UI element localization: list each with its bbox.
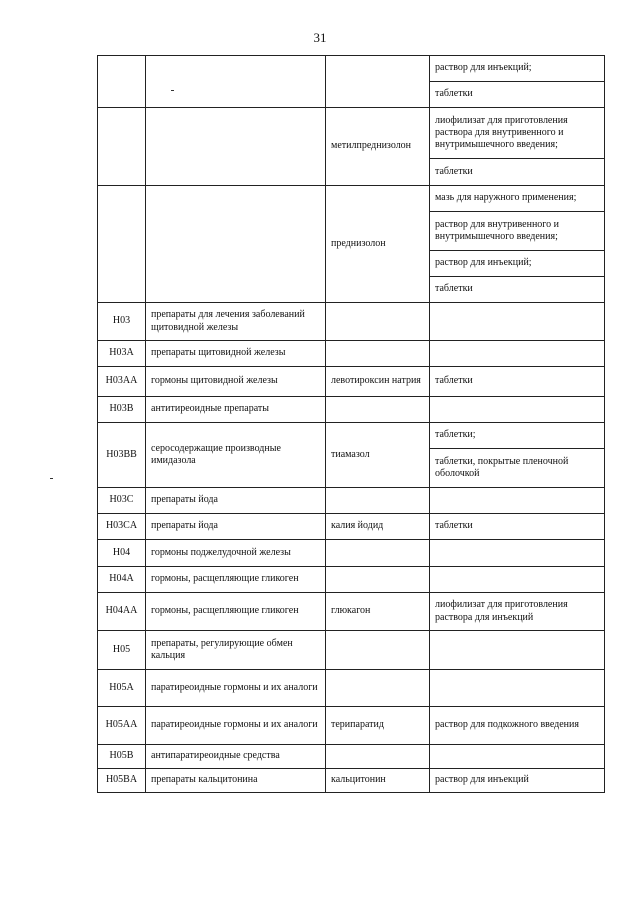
dosage-form-cell: раствор для инъекций;	[430, 251, 605, 277]
group-cell: гормоны щитовидной железы	[146, 367, 326, 397]
group-cell	[146, 186, 326, 303]
dosage-form-cell	[430, 341, 605, 367]
drug-name-cell	[326, 341, 430, 367]
drug-name-cell: метилпреднизолон	[326, 108, 430, 186]
atc-code-cell: H05BA	[98, 769, 146, 793]
table-row	[98, 341, 605, 367]
drug-name-cell	[326, 631, 430, 670]
table-row	[98, 745, 605, 769]
group-cell: антипаратиреоидные средства	[146, 745, 326, 769]
drug-name-cell	[326, 56, 430, 108]
atc-code-cell: H05B	[98, 745, 146, 769]
drug-name-cell: кальцитонин	[326, 769, 430, 793]
dosage-form-cell: раствор для инъекций;	[430, 56, 605, 82]
dosage-form-cell	[430, 303, 605, 341]
group-cell: препараты, регулирующие обмен кальция	[146, 631, 326, 670]
table-row	[98, 303, 605, 341]
drug-name-cell: тиамазол	[326, 423, 430, 488]
drug-name-cell	[326, 303, 430, 341]
drug-name-cell	[326, 488, 430, 514]
atc-code-cell: H03	[98, 303, 146, 341]
table-row	[98, 488, 605, 514]
drug-name-cell	[326, 567, 430, 593]
drug-name-cell: калия йодид	[326, 514, 430, 540]
group-cell: паратиреоидные гормоны и их аналоги	[146, 670, 326, 707]
dosage-form-cell: таблетки	[430, 82, 605, 108]
group-cell: серосодержащие производные имидазола	[146, 423, 326, 488]
page-number: 31	[313, 30, 327, 45]
dosage-form-cell: раствор для подкожного введения	[430, 707, 605, 745]
dosage-form-cell	[430, 670, 605, 707]
dosage-form-cell: таблетки	[430, 367, 605, 397]
table-row	[98, 631, 605, 670]
drug-name-cell: терипаратид	[326, 707, 430, 745]
group-cell: препараты щитовидной железы	[146, 341, 326, 367]
table-row	[98, 397, 605, 423]
atc-code-cell	[98, 108, 146, 186]
scan-mark	[50, 478, 53, 479]
atc-code-cell: H04AA	[98, 593, 146, 631]
table-row	[98, 514, 605, 540]
atc-code-cell: H03AA	[98, 367, 146, 397]
table-row	[98, 670, 605, 707]
atc-code-cell: H04	[98, 540, 146, 567]
group-cell: препараты йода	[146, 514, 326, 540]
drug-name-cell: глюкагон	[326, 593, 430, 631]
group-cell	[146, 56, 326, 108]
dosage-form-cell: таблетки	[430, 514, 605, 540]
atc-code-cell: H03CA	[98, 514, 146, 540]
dosage-form-cell: мазь для наружного применения;	[430, 186, 605, 212]
table-row	[98, 567, 605, 593]
dosage-form-cell: таблетки;	[430, 423, 605, 449]
group-cell: паратиреоидные гормоны и их аналоги	[146, 707, 326, 745]
dosage-form-cell: таблетки	[430, 159, 605, 186]
dosage-form-cell: раствор для внутривенного и внутримышечного введения;	[430, 212, 605, 251]
drug-name-cell	[326, 670, 430, 707]
dosage-form-cell: таблетки, покрытые пленочной оболочкой	[430, 449, 605, 488]
dosage-form-cell: раствор для инъекций	[430, 769, 605, 793]
table-row	[98, 108, 605, 159]
atc-code-cell	[98, 56, 146, 108]
table-row	[98, 367, 605, 397]
dosage-form-cell	[430, 488, 605, 514]
atc-code-cell: H03B	[98, 397, 146, 423]
atc-code-cell: H05	[98, 631, 146, 670]
table-row	[98, 186, 605, 212]
atc-code-cell: H03C	[98, 488, 146, 514]
atc-code-cell: H03BB	[98, 423, 146, 488]
drug-name-cell	[326, 540, 430, 567]
dosage-form-cell	[430, 745, 605, 769]
dosage-form-cell	[430, 567, 605, 593]
drug-name-cell: преднизолон	[326, 186, 430, 303]
dosage-form-cell	[430, 397, 605, 423]
table-row	[98, 423, 605, 449]
atc-code-cell: H05A	[98, 670, 146, 707]
dosage-form-cell	[430, 540, 605, 567]
atc-code-cell: H05AA	[98, 707, 146, 745]
group-cell: антитиреоидные препараты	[146, 397, 326, 423]
drug-name-cell	[326, 397, 430, 423]
dosage-form-cell: таблетки	[430, 277, 605, 303]
drug-name-cell	[326, 745, 430, 769]
atc-code-cell	[98, 186, 146, 303]
dosage-form-cell	[430, 631, 605, 670]
drug-name-cell: левотироксин натрия	[326, 367, 430, 397]
table-body	[98, 56, 605, 793]
table-row	[98, 56, 605, 82]
group-cell: гормоны, расщепляющие гликоген	[146, 567, 326, 593]
medicine-table	[97, 55, 605, 793]
group-cell	[146, 108, 326, 186]
group-cell: препараты йода	[146, 488, 326, 514]
atc-code-cell: H03A	[98, 341, 146, 367]
dosage-form-cell: лиофилизат для приготовления раствора для внутривенного и внутримышечного введения;	[430, 108, 605, 159]
group-cell: препараты для лечения заболеваний щитовидной железы	[146, 303, 326, 341]
table-row	[98, 540, 605, 567]
atc-code-cell: H04A	[98, 567, 146, 593]
dosage-form-cell: лиофилизат для приготовления раствора для инъекций	[430, 593, 605, 631]
table-row	[98, 593, 605, 631]
group-cell: гормоны, расщепляющие гликоген	[146, 593, 326, 631]
group-cell: препараты кальцитонина	[146, 769, 326, 793]
table-row	[98, 769, 605, 793]
group-cell: гормоны поджелудочной железы	[146, 540, 326, 567]
table-row	[98, 707, 605, 745]
